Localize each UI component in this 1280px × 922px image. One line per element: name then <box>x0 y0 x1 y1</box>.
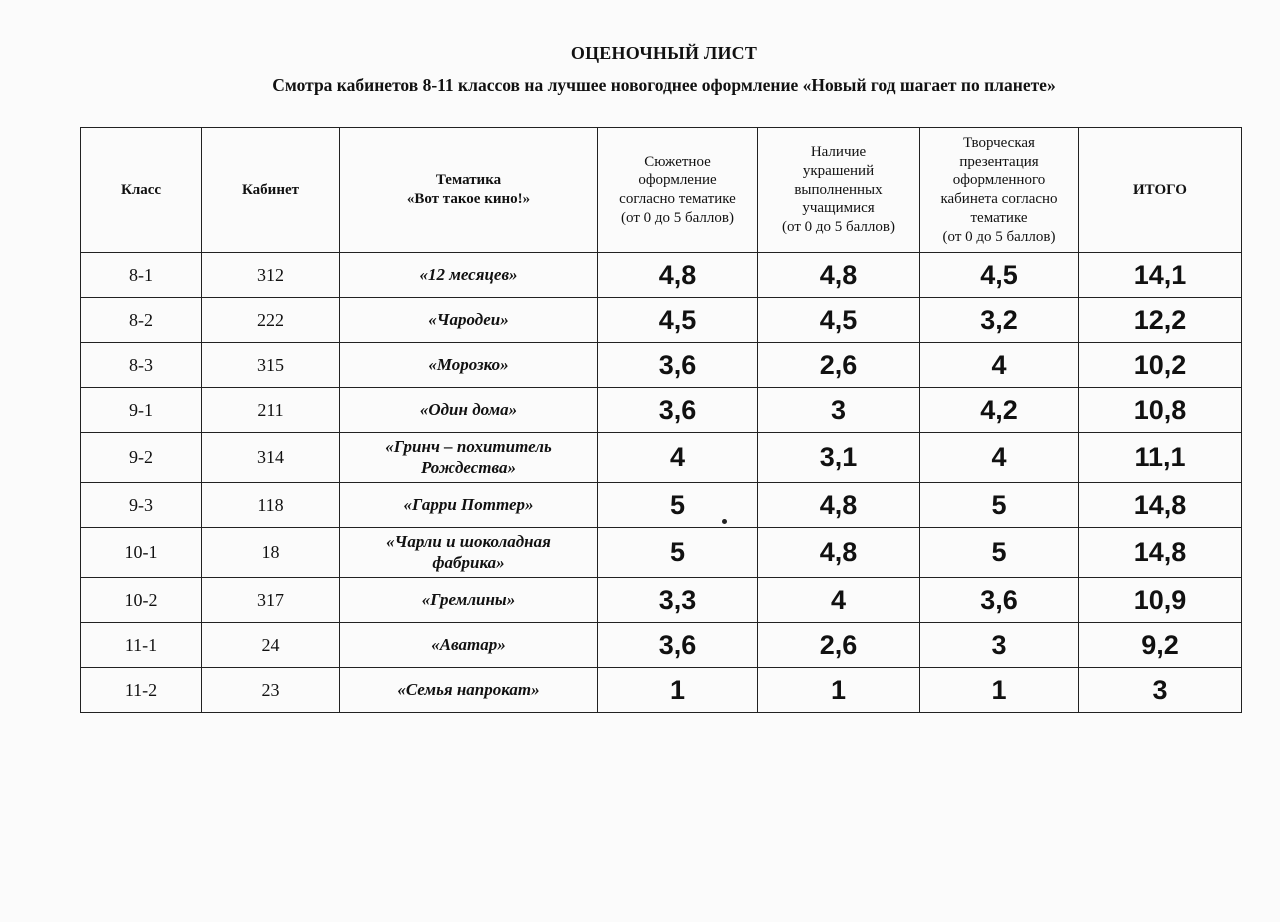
cell-class: 11-2 <box>81 668 202 713</box>
cell-decor-score: 3,1 <box>758 433 920 483</box>
cell-total-score: 14,8 <box>1079 528 1242 578</box>
header-present-line: (от 0 до 5 баллов) <box>942 228 1056 245</box>
header-class: Класс <box>81 128 202 253</box>
cell-room: 314 <box>202 433 340 483</box>
header-theme <box>340 128 598 253</box>
cell-plot-score: 4 <box>598 433 758 483</box>
cell-total-score: 9,2 <box>1079 623 1242 668</box>
cell-class: 11-1 <box>81 623 202 668</box>
header-room: Кабинет <box>202 128 340 253</box>
cell-theme: «Семья напрокат» <box>340 668 598 713</box>
cell-decor-score: 2,6 <box>758 343 920 388</box>
cell-theme <box>340 433 598 483</box>
header-row <box>81 128 1242 253</box>
cell-plot-score: 4,5 <box>598 298 758 343</box>
cell-presentation-score: 3 <box>920 623 1079 668</box>
document-subtitle: Смотра кабинетов 8-11 классов на лучшее новогоднее оформление «Новый год шагает по планете» <box>272 75 1056 95</box>
cell-plot-score: 1 <box>598 668 758 713</box>
header-decor-line: (от 0 до 5 баллов) <box>782 219 895 236</box>
header-decor-line: Наличие <box>810 144 867 161</box>
cell-decor-score: 4,8 <box>758 253 920 298</box>
table-row <box>81 388 1242 433</box>
header-present-line: тематике <box>970 209 1028 226</box>
cell-total-score: 10,2 <box>1079 343 1242 388</box>
cell-presentation-score: 5 <box>920 483 1079 528</box>
cell-class: 9-1 <box>81 388 202 433</box>
cell-total-score: 14,1 <box>1079 253 1242 298</box>
header-theme-line: «Вот такое кино!» <box>406 191 531 207</box>
cell-decor-score: 3 <box>758 388 920 433</box>
cell-plot-score: 3,3 <box>598 578 758 623</box>
table-row <box>81 528 1242 578</box>
cell-plot-score: 3,6 <box>598 623 758 668</box>
cell-theme-line: Рождества» <box>420 457 517 477</box>
cell-room: 24 <box>202 623 340 668</box>
cell-presentation-score: 4,5 <box>920 253 1079 298</box>
table-row <box>81 298 1242 343</box>
header-present-line: оформленного <box>952 172 1046 189</box>
cell-total-score: 3 <box>1079 668 1242 713</box>
header-present-line: Творческая <box>963 134 1035 151</box>
cell-class: 10-1 <box>81 528 202 578</box>
cell-theme: «Гарри Поттер» <box>340 483 598 528</box>
cell-class: 8-2 <box>81 298 202 343</box>
cell-room: 211 <box>202 388 340 433</box>
cell-room: 315 <box>202 343 340 388</box>
cell-total-score: 11,1 <box>1079 433 1242 483</box>
header-plot-line: согласно тематике <box>619 191 736 207</box>
header-present-line: кабинета согласно <box>940 191 1058 207</box>
cell-class: 9-2 <box>81 433 202 483</box>
cell-class: 8-3 <box>81 343 202 388</box>
cell-room: 222 <box>202 298 340 343</box>
header-theme-line: Тематика <box>435 172 502 189</box>
evaluation-table <box>80 127 1242 713</box>
cell-plot-score: 3,6 <box>598 343 758 388</box>
cell-theme: «12 месяцев» <box>340 253 598 298</box>
header-total: ИТОГО <box>1079 128 1242 253</box>
cell-room: 317 <box>202 578 340 623</box>
cell-decor-score: 4,8 <box>758 528 920 578</box>
table-row <box>81 578 1242 623</box>
cell-decor-score: 2,6 <box>758 623 920 668</box>
cell-decor-score: 4,5 <box>758 298 920 343</box>
cell-total-score: 10,9 <box>1079 578 1242 623</box>
cell-theme: «Гремлины» <box>340 578 598 623</box>
cell-presentation-score: 3,2 <box>920 298 1079 343</box>
header-plot-line: оформление <box>638 172 717 189</box>
cell-plot-score: 4,8 <box>598 253 758 298</box>
document-title: ОЦЕНОЧНЫЙ ЛИСТ <box>570 43 758 63</box>
cell-total-score: 12,2 <box>1079 298 1242 343</box>
cell-decor-score: 1 <box>758 668 920 713</box>
cell-plot-score: 5 <box>598 528 758 578</box>
cell-class: 9-3 <box>81 483 202 528</box>
cell-theme: «Аватар» <box>340 623 598 668</box>
cell-presentation-score: 4,2 <box>920 388 1079 433</box>
cell-class: 8-1 <box>81 253 202 298</box>
table-row <box>81 668 1242 713</box>
header-presentation <box>920 128 1079 253</box>
table-row <box>81 343 1242 388</box>
cell-plot-score: 3,6 <box>598 388 758 433</box>
cell-room: 118 <box>202 483 340 528</box>
cell-class: 10-2 <box>81 578 202 623</box>
cell-presentation-score: 3,6 <box>920 578 1079 623</box>
cell-presentation-score: 5 <box>920 528 1079 578</box>
table-row <box>81 483 1242 528</box>
cell-room: 312 <box>202 253 340 298</box>
table-row <box>81 253 1242 298</box>
cell-theme-line: «Гринч – похититель <box>385 437 552 457</box>
cell-theme: «Морозко» <box>340 343 598 388</box>
cell-total-score: 10,8 <box>1079 388 1242 433</box>
cell-decor-score: 4,8 <box>758 483 920 528</box>
header-decor-line: украшений <box>802 162 875 179</box>
header-present-line: презентация <box>959 153 1039 170</box>
cell-plot-score: 5 <box>598 483 758 528</box>
header-decorations <box>758 128 920 253</box>
cell-theme: «Чародеи» <box>340 298 598 343</box>
cell-theme-line: «Чарли и шоколадная <box>386 532 551 552</box>
table-row <box>81 433 1242 483</box>
cell-presentation-score: 4 <box>920 343 1079 388</box>
header-decor-line: выполненных <box>794 181 883 198</box>
table-row <box>81 623 1242 668</box>
cell-decor-score: 4 <box>758 578 920 623</box>
header-decor-line: учащимися <box>802 200 875 217</box>
cell-room: 18 <box>202 528 340 578</box>
cell-presentation-score: 1 <box>920 668 1079 713</box>
header-plot-design <box>598 128 758 253</box>
cell-theme: «Один дома» <box>340 388 598 433</box>
header-plot-line: (от 0 до 5 баллов) <box>621 209 734 226</box>
cell-theme <box>340 528 598 578</box>
cell-theme-line: фабрика» <box>432 552 505 572</box>
cell-total-score: 14,8 <box>1079 483 1242 528</box>
header-plot-line: Сюжетное <box>644 153 711 170</box>
ink-speck <box>722 519 727 524</box>
cell-presentation-score: 4 <box>920 433 1079 483</box>
cell-room: 23 <box>202 668 340 713</box>
